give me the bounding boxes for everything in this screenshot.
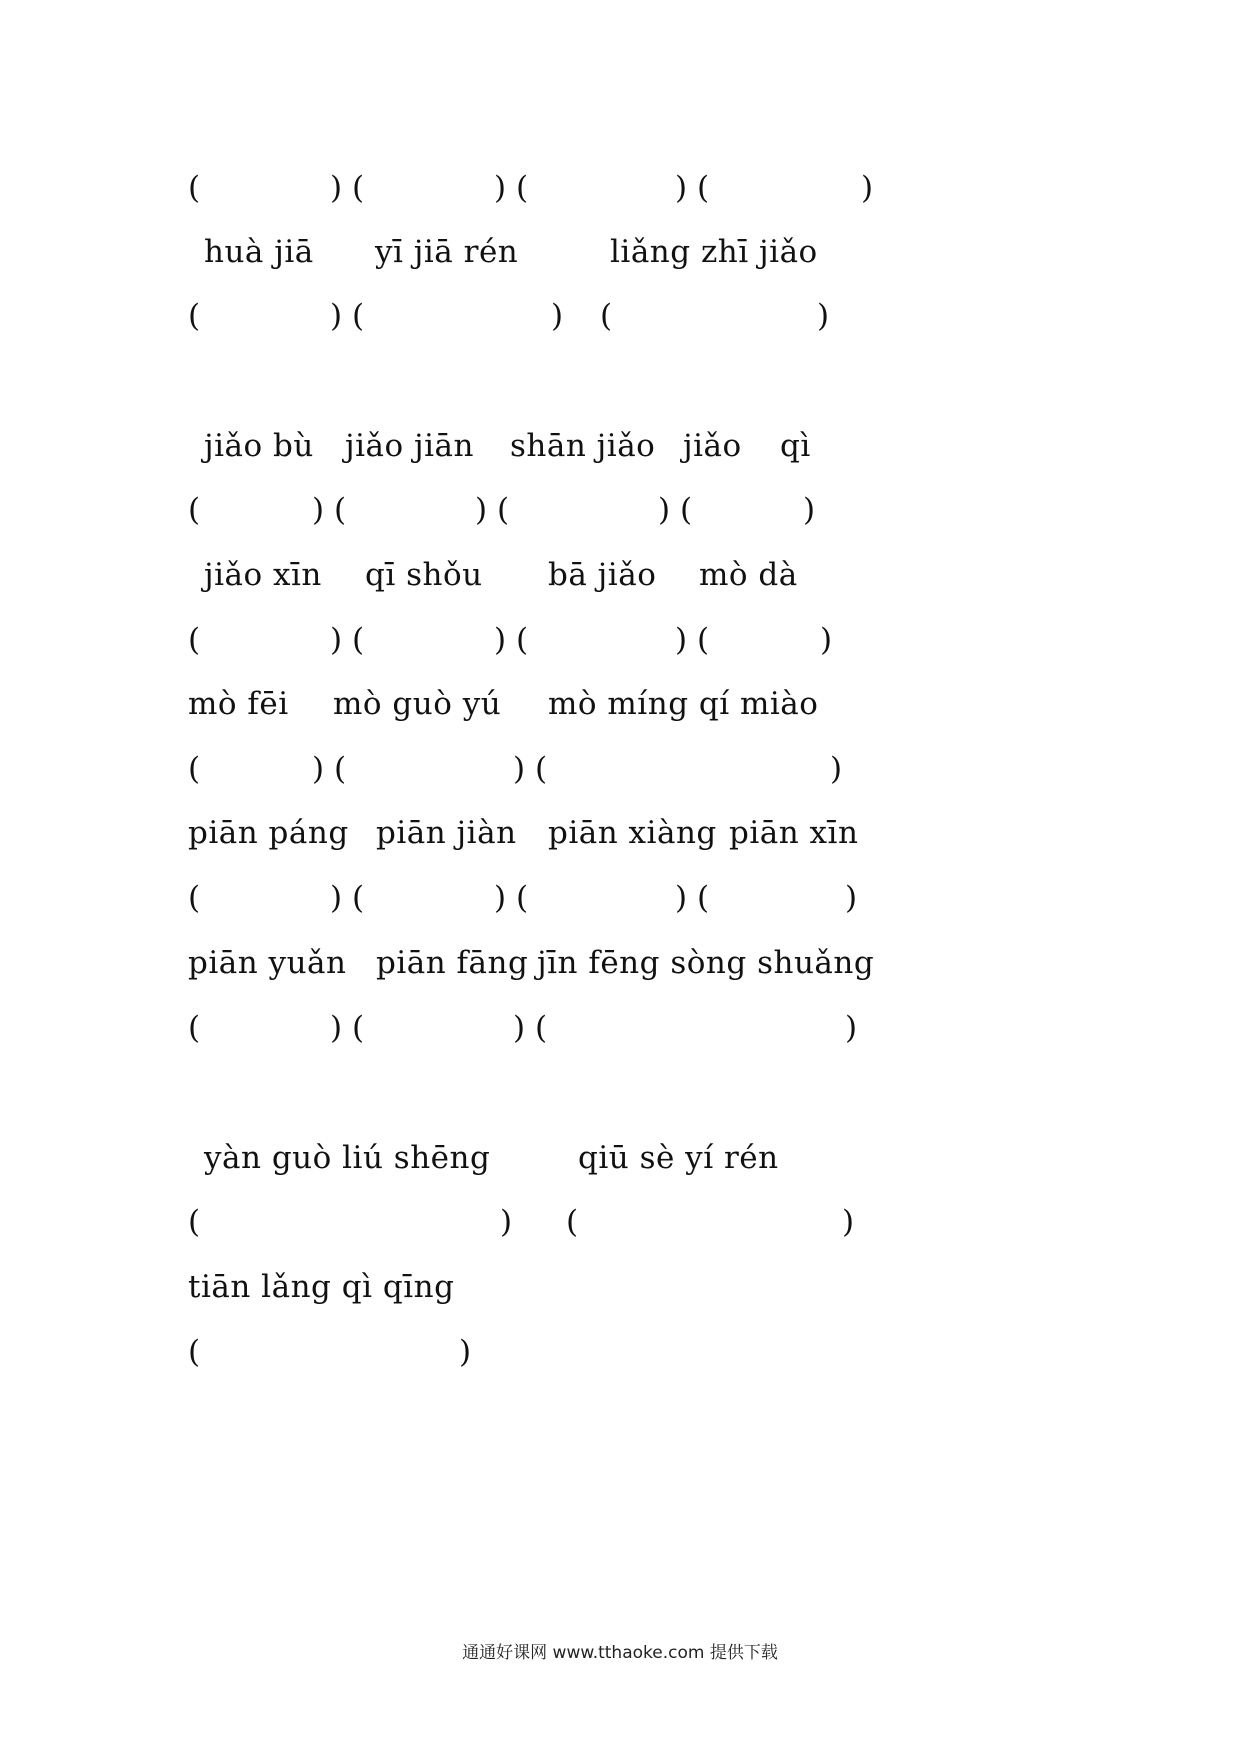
open-paren: ( (188, 298, 201, 334)
pinyin-row-8 (0, 684, 1240, 734)
answer-row-9 (0, 749, 1240, 799)
pinyin-word: jiǎo bù (204, 428, 314, 464)
close-paren: ) (312, 751, 325, 787)
close-paren: ) (830, 751, 843, 787)
close-paren: ) (551, 298, 564, 334)
close-paren: ) (513, 751, 526, 787)
open-paren: ( (188, 622, 201, 658)
pinyin-word: piān xiàng (548, 815, 717, 851)
answer-row-15 (0, 1202, 1240, 1252)
open-paren: ( (334, 492, 347, 528)
open-paren: ( (535, 1010, 548, 1046)
close-paren: ) (845, 880, 858, 916)
pinyin-word: yàn guò liú shēng (204, 1140, 491, 1176)
answer-row-11 (0, 878, 1240, 928)
close-paren: ) (330, 622, 343, 658)
close-paren: ) (494, 622, 507, 658)
close-paren: ) (459, 1334, 472, 1370)
close-paren: ) (820, 622, 833, 658)
pinyin-row-6 (0, 555, 1240, 605)
pinyin-word: mò míng qí miào (548, 686, 819, 722)
page-footer: 通通好课网 www.tthaoke.com 提供下载 (462, 1643, 778, 1663)
pinyin-row-10 (0, 813, 1240, 863)
open-paren: ( (188, 492, 201, 528)
answer-row-1 (0, 168, 1240, 218)
pinyin-word: liǎng zhī jiǎo (610, 234, 818, 270)
open-paren: ( (352, 1010, 365, 1046)
pinyin-word: qiū sè yí rén (578, 1140, 779, 1176)
close-paren: ) (842, 1204, 855, 1240)
close-paren: ) (817, 298, 830, 334)
pinyin-word: jiǎo (683, 428, 742, 464)
pinyin-word: huà jiā (204, 234, 314, 270)
close-paren: ) (675, 170, 688, 206)
open-paren: ( (188, 1010, 201, 1046)
pinyin-row-4 (0, 426, 1240, 476)
open-paren: ( (697, 170, 710, 206)
open-paren: ( (188, 170, 201, 206)
open-paren: ( (497, 492, 510, 528)
answer-row-5 (0, 490, 1240, 540)
pinyin-row-2 (0, 232, 1240, 282)
open-paren: ( (188, 751, 201, 787)
open-paren: ( (680, 492, 693, 528)
pinyin-word: bā jiǎo (548, 557, 657, 593)
open-paren: ( (600, 298, 613, 334)
pinyin-word: piān fāng (376, 945, 529, 981)
pinyin-word: qì (780, 428, 811, 464)
answer-row-17 (0, 1332, 1240, 1382)
pinyin-word: mò guò yú (333, 686, 502, 722)
close-paren: ) (475, 492, 488, 528)
open-paren: ( (697, 880, 710, 916)
open-paren: ( (352, 880, 365, 916)
close-paren: ) (330, 170, 343, 206)
pinyin-word: jiǎo xīn (204, 557, 322, 593)
open-paren: ( (188, 1334, 201, 1370)
close-paren: ) (675, 880, 688, 916)
pinyin-word: mò dà (699, 557, 798, 593)
pinyin-word: tiān lǎng qì qīng (188, 1269, 455, 1305)
open-paren: ( (188, 880, 201, 916)
open-paren: ( (352, 622, 365, 658)
open-paren: ( (516, 880, 529, 916)
open-paren: ( (352, 170, 365, 206)
open-paren: ( (188, 1204, 201, 1240)
pinyin-word: jīn fēng sòng shuǎng (537, 945, 875, 981)
close-paren: ) (312, 492, 325, 528)
pinyin-word: mò fēi (188, 686, 289, 722)
pinyin-word: piān xīn (729, 815, 859, 851)
open-paren: ( (566, 1204, 579, 1240)
open-paren: ( (697, 622, 710, 658)
pinyin-word: piān páng (188, 815, 349, 851)
close-paren: ) (494, 170, 507, 206)
close-paren: ) (330, 880, 343, 916)
close-paren: ) (803, 492, 816, 528)
close-paren: ) (861, 170, 874, 206)
pinyin-word: piān yuǎn (188, 945, 347, 981)
pinyin-row-12 (0, 943, 1240, 993)
close-paren: ) (658, 492, 671, 528)
close-paren: ) (494, 880, 507, 916)
pinyin-word: piān jiàn (376, 815, 517, 851)
answer-row-13 (0, 1008, 1240, 1058)
open-paren: ( (535, 751, 548, 787)
pinyin-word: jiǎo jiān (345, 428, 474, 464)
close-paren: ) (845, 1010, 858, 1046)
close-paren: ) (675, 622, 688, 658)
close-paren: ) (500, 1204, 513, 1240)
answer-row-3 (0, 296, 1240, 346)
open-paren: ( (516, 622, 529, 658)
pinyin-row-14 (0, 1138, 1240, 1188)
close-paren: ) (330, 298, 343, 334)
pinyin-word: yī jiā rén (375, 234, 519, 270)
close-paren: ) (330, 1010, 343, 1046)
open-paren: ( (352, 298, 365, 334)
pinyin-row-16 (0, 1267, 1240, 1317)
answer-row-7 (0, 620, 1240, 670)
pinyin-word: qī shǒu (365, 557, 483, 593)
open-paren: ( (516, 170, 529, 206)
pinyin-word: shān jiǎo (510, 428, 656, 464)
close-paren: ) (513, 1010, 526, 1046)
open-paren: ( (334, 751, 347, 787)
